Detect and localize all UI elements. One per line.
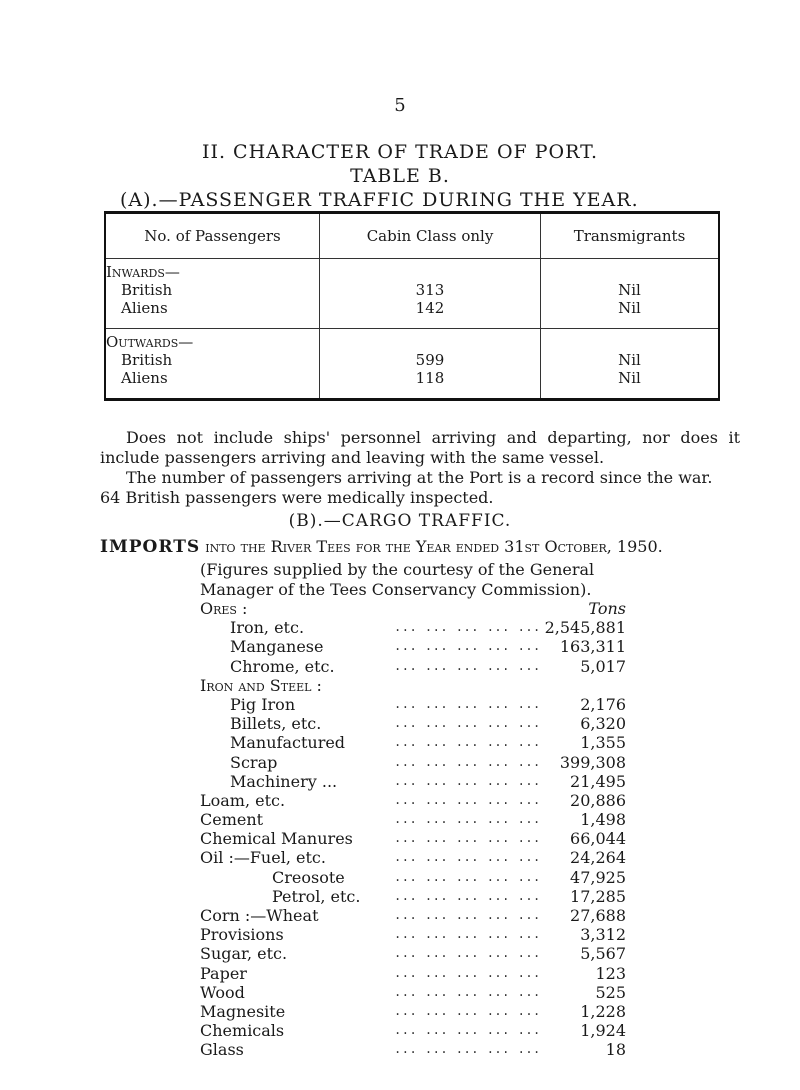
import-label: Iron and Steel : [200,675,322,695]
leader-dots: ... ... ... ... ... [394,984,541,999]
import-value: 525 [595,982,626,1002]
import-value: 5,017 [580,656,626,676]
leader-dots: ... ... ... ... ... [394,658,541,673]
import-label: Manufactured [230,733,346,753]
section-heading: II. CHARACTER OF TRADE OF PORT. [201,141,599,163]
import-label: Pig Iron [230,694,296,714]
import-row [200,695,632,714]
import-row [200,829,632,848]
leader-dots: ... ... ... ... ... [394,1003,541,1018]
transmigrants-value: Nil [618,350,641,369]
row-label: Aliens [121,368,168,387]
import-label: Cement [200,810,264,830]
figures-note-line-1: (Figures supplied by the courtesy of the General [200,560,595,579]
imports-heading [100,537,663,557]
col-header-transmigrants: Transmigrants [541,213,720,259]
imports-list [200,599,632,1060]
import-row [200,868,632,887]
import-label: Iron, etc. [230,618,305,638]
row-label: British [121,350,173,369]
import-label: Sugar, etc. [200,944,288,964]
note-paragraph-1: Does not include ships' personnel arriving and departing, nor does it include passengers arriving and leaving with the same vessel. [100,428,740,467]
import-value: 5,567 [580,944,626,964]
import-label: Scrap [230,752,278,772]
leader-dots: ... ... ... ... ... [394,773,541,788]
import-value: 18 [605,1040,626,1060]
leader-dots: ... ... ... ... ... [394,888,541,903]
import-row [200,637,632,656]
note-record-line: The number of passengers arriving at the Port is a record since the war. [126,468,713,487]
transmigrants-value: Nil [618,368,641,387]
leader-dots: ... ... ... ... ... [394,869,541,884]
table-header-row [105,213,719,259]
import-value: 27,688 [570,906,626,925]
import-row [200,810,632,829]
leader-dots: ... ... ... ... ... [394,850,541,865]
col-header-passengers: No. of Passengers [105,213,320,259]
import-label: Paper [200,963,247,983]
import-row [200,772,632,791]
leader-dots: ... ... ... ... ... [394,735,541,750]
passenger-traffic-heading: (A).—PASSENGER TRAFFIC DURING THE YEAR. [120,189,639,211]
import-row [200,887,632,906]
import-value: 1,924 [580,1021,626,1041]
import-row [200,1021,632,1040]
import-row [200,1040,632,1059]
transmigrants-value: Nil [618,281,641,299]
import-label: Magnesite [200,1001,286,1021]
figures-note-line-2: Manager of the Tees Conservancy Commission). [200,580,592,599]
inwards-group [105,259,719,329]
leader-dots: ... ... ... ... ... [394,965,541,980]
import-value: 21,495 [570,771,626,791]
row-label: Aliens [121,299,168,317]
import-label: Petrol, etc. [272,886,361,906]
leader-dots: ... ... ... ... ... [394,792,541,807]
import-value: 20,886 [570,790,626,810]
import-value: 24,264 [570,848,626,868]
imports-description: into the River Tees for the Year ended 31st October, 1950. [205,537,663,556]
import-label: Machinery ... [230,771,338,791]
leader-dots: ... ... ... ... ... [394,946,541,961]
passenger-table [104,211,720,401]
import-row [200,964,632,983]
import-row [200,676,632,695]
import-label: Creosote [272,867,345,887]
import-row [200,983,632,1002]
import-value: 66,044 [570,829,626,849]
leader-dots: ... ... ... ... ... [394,908,541,922]
import-label: Corn :—Wheat [200,906,319,925]
import-value: 1,498 [580,810,626,830]
outwards-group [105,328,719,399]
leader-dots: ... ... ... ... ... [394,639,541,654]
page-number: 5 [394,95,406,116]
cargo-traffic-heading: (B).—CARGO TRAFFIC. [288,511,512,531]
import-row [200,618,632,637]
import-value: 2,545,881 [544,618,626,638]
import-label: Oil :—Fuel, etc. [200,848,326,868]
import-row [200,848,632,867]
import-label: Chemicals [200,1021,285,1041]
import-value: 1,355 [580,733,626,753]
table-heading: TABLE B. [350,165,450,187]
import-value: 6,320 [580,714,626,734]
import-row [200,1002,632,1021]
cabin-value: 142 [415,299,445,317]
transmigrants-value: Nil [618,299,641,317]
import-label: Chemical Manures [200,829,353,849]
leader-dots: ... ... ... ... ... [394,696,541,711]
import-row [200,791,632,810]
import-label: Manganese [230,637,324,657]
import-value: 17,285 [570,886,626,906]
import-row [200,657,632,676]
import-value: 2,176 [580,694,626,714]
leader-dots: ... ... ... ... ... [394,1042,541,1057]
import-row [200,753,632,772]
import-label: Billets, etc. [230,714,322,734]
imports-word: IMPORTS [100,537,201,557]
import-value: 163,311 [559,637,626,657]
leader-dots: ... ... ... ... ... [394,1023,541,1038]
cabin-value: 313 [415,281,445,299]
note-inspected-line: 64 British passengers were medically inspected. [100,488,494,507]
col-header-cabin: Cabin Class only [320,213,541,259]
leader-dots: ... ... ... ... ... [394,927,541,942]
import-row [200,714,632,733]
leader-dots: ... ... ... ... ... [394,620,541,635]
inwards-label: Inwards— [106,263,180,281]
import-value: 399,308 [559,752,626,772]
import-value: 123 [595,963,626,983]
import-label: Ores : [200,599,248,618]
unit-label: Tons [588,599,626,618]
import-row [200,925,632,944]
import-row [200,944,632,963]
outwards-label: Outwards— [106,332,194,351]
cabin-value: 118 [415,368,445,387]
note-paragraph-2 [100,468,740,508]
import-value: 3,312 [580,925,626,945]
import-label: Glass [200,1040,244,1060]
leader-dots: ... ... ... ... ... [394,831,541,846]
import-label: Wood [200,982,245,1002]
leader-dots: ... ... ... ... ... [394,716,541,731]
import-label: Chrome, etc. [230,656,335,676]
import-label: Loam, etc. [200,790,286,810]
leader-dots: ... ... ... ... ... [394,754,541,769]
import-row [200,906,632,925]
import-label: Provisions [200,925,284,945]
leader-dots: ... ... ... ... ... [394,812,541,827]
import-value: 1,228 [580,1001,626,1021]
row-label: British [121,281,173,299]
import-row [200,733,632,752]
cabin-value: 599 [415,350,445,369]
import-row [200,599,632,618]
import-value: 47,925 [570,867,626,887]
